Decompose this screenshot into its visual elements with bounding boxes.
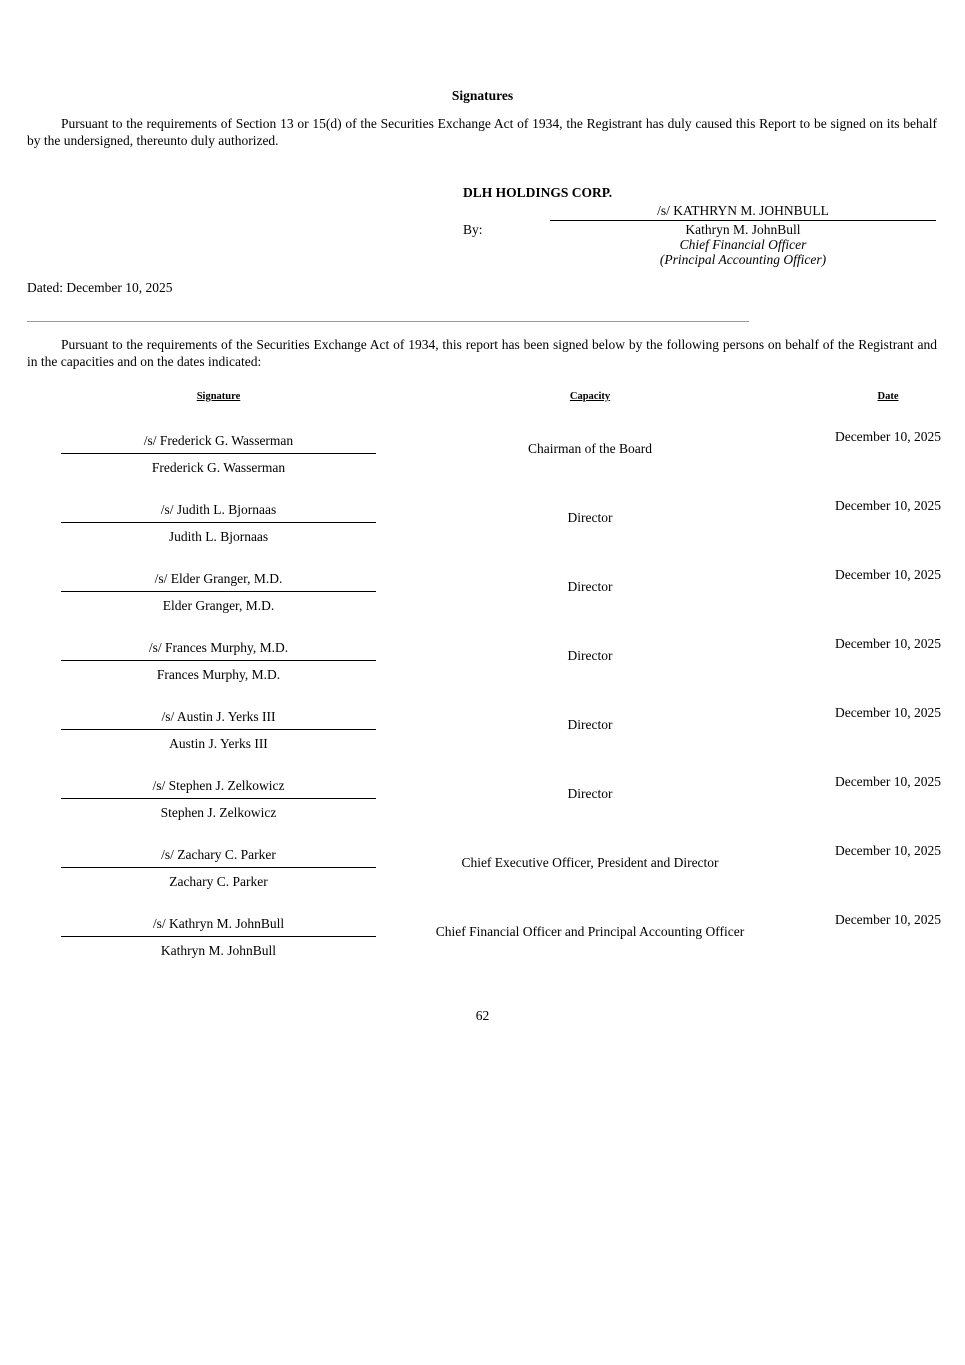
row-name: Zachary C. Parker <box>169 874 268 889</box>
column-header-signature: Signature <box>196 391 241 402</box>
signature-line <box>61 729 376 730</box>
signature-line <box>61 660 376 661</box>
row-date: December 10, 2025 <box>834 429 942 444</box>
signature-line <box>61 867 376 868</box>
row-date: December 10, 2025 <box>834 636 942 651</box>
page-heading: Signatures <box>451 88 514 103</box>
company-signature-line <box>550 220 936 221</box>
signature-line <box>61 522 376 523</box>
section-divider <box>27 321 749 322</box>
row-capacity: Chief Executive Officer, President and Director <box>461 855 719 870</box>
table-row <box>0 567 965 640</box>
row-signature: /s/ Judith L. Bjornaas <box>160 502 277 517</box>
table-row <box>0 843 965 916</box>
column-header-date: Date <box>877 391 899 402</box>
row-date: December 10, 2025 <box>834 567 942 582</box>
row-capacity: Director <box>567 786 613 801</box>
table-row <box>0 705 965 778</box>
row-signature: /s/ Kathryn M. JohnBull <box>152 916 285 931</box>
second-paragraph: Pursuant to the requirements of the Securities Exchange Act of 1934, this report has been signed below by the following persons on behalf of the Registrant and in the capacities and on the dates indicated: <box>27 337 937 369</box>
row-signature: /s/ Frederick G. Wasserman <box>143 433 294 448</box>
company-signature: /s/ KATHRYN M. JOHNBULL <box>657 203 829 218</box>
row-signature: /s/ Stephen J. Zelkowicz <box>152 778 285 793</box>
row-signature: /s/ Frances Murphy, M.D. <box>148 640 289 655</box>
signature-line <box>61 453 376 454</box>
row-date: December 10, 2025 <box>834 774 942 789</box>
company-name: DLH HOLDINGS CORP. <box>463 185 613 200</box>
intro-paragraph: Pursuant to the requirements of Section 13 or 15(d) of the Securities Exchange Act of 1934, the Registrant has duly caused this Report to be signed on its behalf by the undersigned, thereunto duly authorized. <box>27 116 937 148</box>
table-row <box>0 429 965 502</box>
table-row <box>0 912 965 985</box>
table-row <box>0 498 965 571</box>
row-capacity: Director <box>567 579 613 594</box>
row-capacity: Director <box>567 510 613 525</box>
page-number: 62 <box>475 1008 490 1023</box>
row-name: Frederick G. Wasserman <box>151 460 286 475</box>
row-capacity: Director <box>567 648 613 663</box>
by-label: By: <box>463 222 483 237</box>
row-name: Kathryn M. JohnBull <box>160 943 277 958</box>
company-signer-name: Kathryn M. JohnBull <box>685 222 801 237</box>
row-name: Frances Murphy, M.D. <box>156 667 281 682</box>
signature-line <box>61 591 376 592</box>
company-signer-title: Chief Financial Officer <box>679 237 807 252</box>
row-date: December 10, 2025 <box>834 912 942 927</box>
column-header-capacity: Capacity <box>569 391 611 402</box>
row-date: December 10, 2025 <box>834 498 942 513</box>
dated-line: Dated: December 10, 2025 <box>27 280 173 295</box>
row-signature: /s/ Austin J. Yerks III <box>161 709 276 724</box>
row-date: December 10, 2025 <box>834 843 942 858</box>
row-capacity: Director <box>567 717 613 732</box>
row-signature: /s/ Elder Granger, M.D. <box>154 571 283 586</box>
row-name: Austin J. Yerks III <box>169 736 268 751</box>
row-capacity: Chief Financial Officer and Principal Accounting Officer <box>435 924 745 939</box>
company-signer-subtitle: (Principal Accounting Officer) <box>659 252 827 267</box>
table-row <box>0 774 965 847</box>
row-name: Stephen J. Zelkowicz <box>160 805 277 820</box>
row-name: Judith L. Bjornaas <box>168 529 269 544</box>
row-capacity: Chairman of the Board <box>527 441 653 456</box>
row-signature: /s/ Zachary C. Parker <box>161 847 276 862</box>
signature-line <box>61 798 376 799</box>
row-name: Elder Granger, M.D. <box>162 598 275 613</box>
signature-line <box>61 936 376 937</box>
row-date: December 10, 2025 <box>834 705 942 720</box>
table-row <box>0 636 965 709</box>
